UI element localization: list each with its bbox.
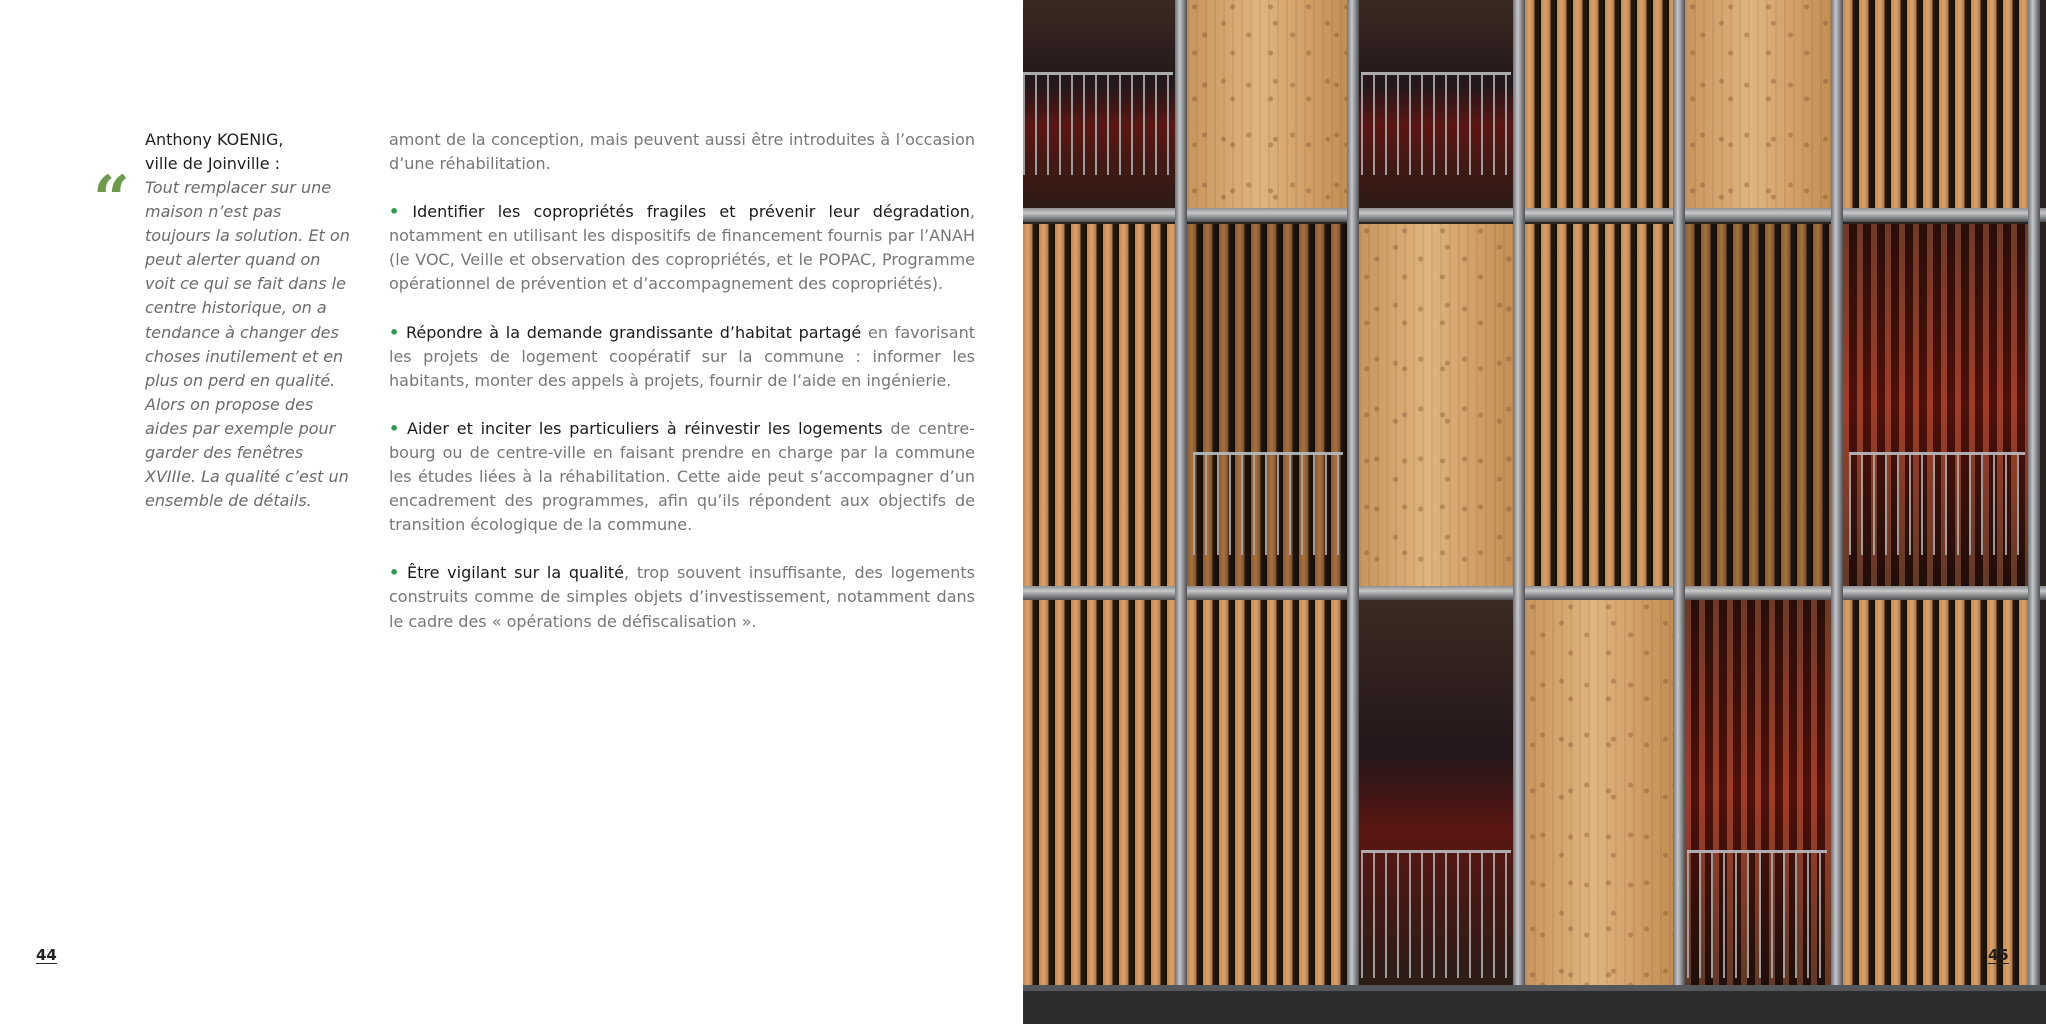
balcony-railing xyxy=(1849,452,2025,555)
list-item-text: en favorisant les projets de logement coopératif sur la commune : informer les habitants, monter des appels à projets, fournir de l’aide en ingénierie. xyxy=(389,322,975,390)
list-item xyxy=(389,561,975,633)
bullet-icon: • xyxy=(389,202,400,222)
quote-author-city: ville de Joinville : xyxy=(145,154,281,173)
list-item xyxy=(389,321,975,393)
quote-mark-icon: “ xyxy=(93,162,130,237)
steel-post xyxy=(1831,0,1843,985)
quote-author xyxy=(145,128,350,176)
list-item-lead: Répondre à la demande grandissante d’habitat partagé xyxy=(405,322,862,342)
steel-post xyxy=(1513,0,1525,985)
balcony-railing xyxy=(1361,72,1511,175)
facade-bay xyxy=(1023,600,1175,985)
balcony-railing xyxy=(1193,452,1343,555)
facade-bay xyxy=(1023,224,1175,586)
balcony-railing xyxy=(1687,850,1827,978)
facade-bay xyxy=(1525,224,1673,586)
list-item-lead: Aider et inciter les particuliers à réinvestir les logements xyxy=(407,418,883,438)
list-item xyxy=(389,417,975,537)
facade-bay xyxy=(1685,0,1831,210)
page-number-left: 44 xyxy=(36,946,57,964)
facade-bay xyxy=(1843,0,2028,210)
facade-bay xyxy=(1685,224,1831,586)
facade-bay xyxy=(1359,224,1513,586)
page-number-right: 45 xyxy=(1988,946,2009,964)
list-item-lead: Identifier les copropriétés fragiles et prévenir leur dégradation xyxy=(412,202,970,222)
body-intro: amont de la conception, mais peuvent aussi être introduites à l’occasion d’une réhabilitation. xyxy=(389,130,975,174)
list-item-text: , notamment en utilisant les dispositifs de financement fournis par l’ANAH (le VOC, Veille et observation des copropriétés, et le POPAC, Programme opérationnel de prévention et d’accompagnement des copropriétés). xyxy=(389,202,975,294)
bullet-icon: • xyxy=(389,418,400,438)
balcony-railing xyxy=(1361,850,1511,978)
body-text xyxy=(389,128,975,658)
list-item-lead: Être vigilant sur la qualité xyxy=(406,563,624,583)
quote-author-name: Anthony KOENIG, xyxy=(145,130,284,149)
bullet-icon: • xyxy=(389,322,400,342)
facade-bay xyxy=(1525,600,1673,985)
steel-post xyxy=(1175,0,1187,985)
steel-post xyxy=(1673,0,1685,985)
steel-post xyxy=(1347,0,1359,985)
facade-bay xyxy=(1525,0,1673,210)
facade-bay xyxy=(1843,600,2028,985)
ground-strip xyxy=(1023,985,2046,1024)
balcony-railing xyxy=(1023,72,1173,175)
facade-bay xyxy=(1187,600,1347,985)
bullet-icon: • xyxy=(389,563,400,583)
facade-bay xyxy=(1187,0,1347,210)
list-item-text: , trop souvent insuffisante, des logements construits comme de simples objets d’investissement, notamment dans le cadre des « opérations de défiscalisation ». xyxy=(389,563,975,631)
facade-photo xyxy=(1023,0,2046,1024)
steel-post xyxy=(2028,0,2040,985)
list-item xyxy=(389,200,975,296)
quote-text: Tout remplacer sur une maison n’est pas toujours la solution. Et on peut alerter quand on voit ce qui se fait dans le centre historique, on a tendance à changer des choses inutilement et en plus on perd en qualité. Alors on propose des aides par exemple pour garder des fenêtres XVIIIe. La qualité c’est un ensemble de détails. xyxy=(145,178,350,511)
facade-illustration xyxy=(1023,0,2046,1024)
list-item-text: de centre-bourg ou de centre-ville en faisant prendre en charge par la commune les études liées à la réhabilitation. Cette aide peut s’accompagner d’un encadrement des programmes, afin qu’ils répondent aux objectifs de transition écologique de la commune. xyxy=(389,418,975,535)
